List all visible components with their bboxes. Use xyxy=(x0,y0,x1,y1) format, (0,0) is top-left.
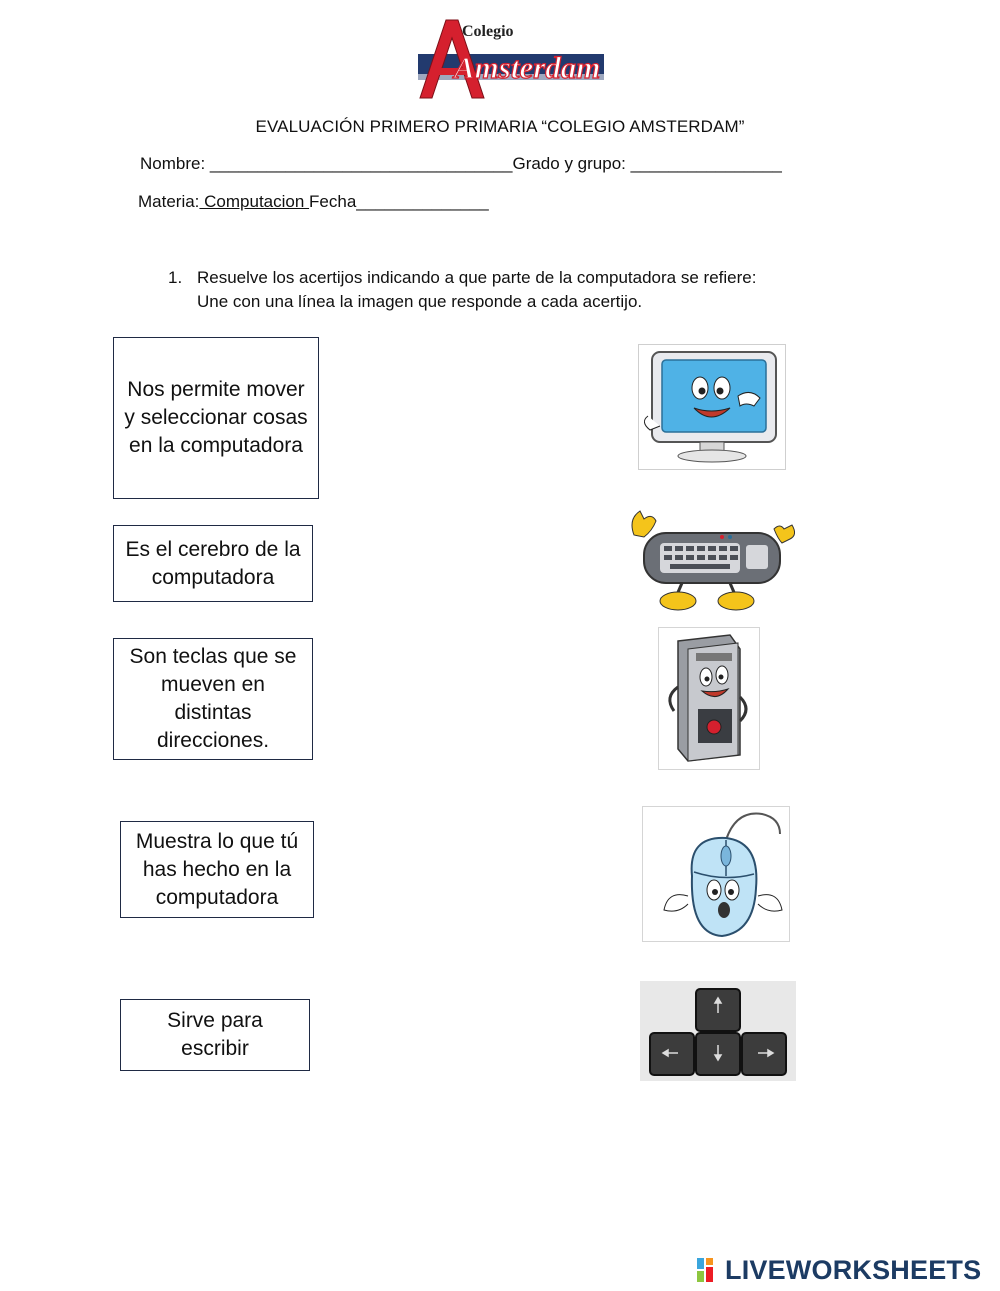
riddle-text: Nos permite mover y seleccionar cosas en la computadora xyxy=(124,378,308,457)
riddle-text: Son teclas que se mueven en distintas direcciones. xyxy=(129,645,297,752)
logo-amsterdam-text: Amsterdam xyxy=(454,50,601,85)
name-grade-line xyxy=(140,154,782,174)
riddle-text: Es el cerebro de la computadora xyxy=(125,537,301,589)
cpu-tower-character-image[interactable] xyxy=(658,627,760,770)
riddle-text: Muestra lo que tú has hecho en la computadora xyxy=(135,829,299,909)
nombre-label: Nombre: xyxy=(140,154,210,173)
colegio-amsterdam-logo xyxy=(410,14,608,100)
riddle-box-mouse[interactable] xyxy=(113,337,319,499)
grado-blank[interactable]: ________________ xyxy=(630,154,782,173)
monitor-character-image[interactable] xyxy=(638,344,786,470)
riddle-text: Sirve para escribir xyxy=(167,1009,263,1060)
logo-colegio-text: Colegio xyxy=(462,23,514,40)
page-title: EVALUACIÓN PRIMERO PRIMARIA “COLEGIO AMSTERDAM” xyxy=(255,117,745,136)
nombre-blank[interactable]: ________________________________ xyxy=(209,154,513,173)
grado-label: Grado y grupo: xyxy=(512,154,631,173)
liveworksheets-text: LIVEWORKSHEETS xyxy=(725,1254,982,1285)
mouse-character-image[interactable] xyxy=(642,806,790,942)
fecha-blank[interactable]: ______________ xyxy=(356,192,489,211)
instruction-line-1: Resuelve los acertijos indicando a que parte de la computadora se refiere: xyxy=(197,268,757,287)
riddle-box-arrow-keys[interactable] xyxy=(113,638,313,760)
keyboard-character-image[interactable] xyxy=(626,505,798,613)
liveworksheets-logo-icon xyxy=(697,1258,721,1282)
subject-date-line xyxy=(138,192,489,212)
riddle-box-keyboard[interactable] xyxy=(120,999,310,1071)
riddle-box-cpu[interactable] xyxy=(113,525,313,602)
arrow-keys-image[interactable] xyxy=(640,981,796,1081)
materia-label: Materia: xyxy=(138,192,200,211)
instruction-line-2: Une con una línea la imagen que responde a cada acertijo. xyxy=(197,292,643,311)
instruction-number: 1. xyxy=(168,268,183,287)
riddle-box-monitor[interactable] xyxy=(120,821,314,918)
materia-value: Computacion xyxy=(199,192,310,211)
fecha-label: Fecha xyxy=(309,192,357,211)
liveworksheets-watermark[interactable] xyxy=(697,1254,981,1286)
